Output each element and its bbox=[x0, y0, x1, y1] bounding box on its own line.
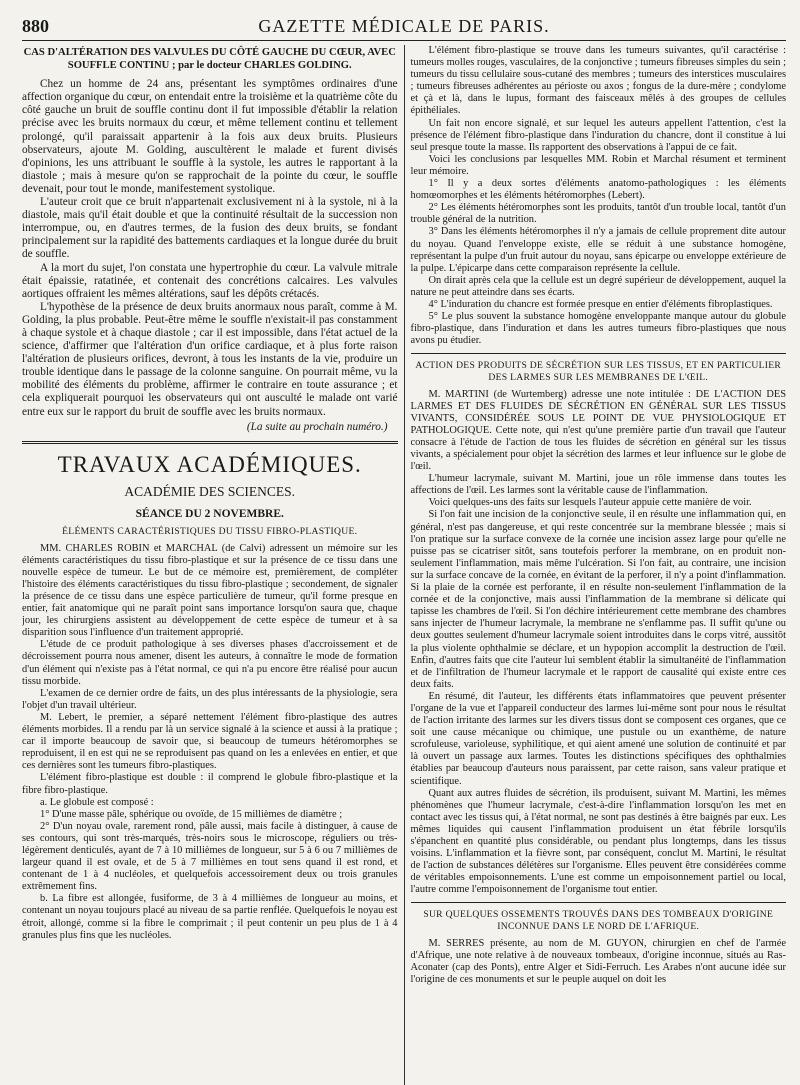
paragraph: L'examen de ce dernier ordre de faits, un des plus intéressants de la physiologie, sera l'objet d'un travail ultérieur. bbox=[22, 687, 398, 711]
paragraph: b. La fibre est allongée, fusiforme, de 3 à 4 millièmes de longueur au moins, et contenant un noyau toujours placé au niveau de sa partie renflée. Quelquefois le noyau est étroit, allongé, comme si la fibre le comprimait ; il peut contenir un peu plus de 1 à 4 granules plus fins que les nucléoles. bbox=[22, 893, 398, 941]
paragraph: M. Lebert, le premier, a séparé nettement l'élément fibro-plastique des autres éléments morbides. Il a rendu par là un service signalé à la science et aussi à la pratique ; car il importe beaucoup de savoir que, si beaucoup de tumeurs hétéromorphes se reproduisent, il en est qui ne se reproduisent pas quand on les a enlevées en entier, et que ces dernières sont les tumeurs fibro-plastiques. bbox=[22, 711, 398, 772]
paragraph: MM. CHARLES ROBIN et MARCHAL (de Calvi) adressent un mémoire sur les éléments caractéristiques du tissu fibro-plastique et sur la présence de ce tissu dans une nouvelle espèce de tumeur. Le but de ce mémoire est, premièrement, de compléter l'histoire des éléments caractéristiques du tissu fibro-plastique ; secondement, de signaler la présence de ce tissu dans une espèce particulière de tumeur, qu'il forme presque en entier, fait anatomique qui ne paraît point sans importance lorsqu'on saura que, chaque jour, les chirurgiens assistent au développement de cette espèce de tumeur et à sa disparition sous l'influence d'un traitement approprié. bbox=[22, 542, 398, 639]
section-divider bbox=[411, 902, 787, 903]
paragraph: 1° Il y a deux sortes d'éléments anatomo-pathologiques : les éléments homœomorphes et les éléments hétéromorphes (Lebert). bbox=[410, 178, 786, 202]
paragraph: L'humeur lacrymale, suivant M. Martini, joue un rôle immense dans toutes les affections de l'œil. Les larmes sont la véritable cause de l'inflammation. bbox=[410, 473, 786, 497]
section-heading: TRAVAUX ACADÉMIQUES. bbox=[57, 451, 362, 477]
page-header bbox=[22, 16, 786, 41]
section-divider bbox=[411, 353, 787, 354]
paragraph: L'élément fibro-plastique est double : il comprend le globule fibro-plastique et la fibre fibro-plastique. bbox=[22, 772, 398, 796]
right-column bbox=[404, 45, 787, 1085]
paragraph: L'auteur croit que ce bruit n'appartenait exclusivement ni à la systole, ni à la diastole, mais qu'il était double et que la continuité résultait de la succession non interrompue, ou, en d'autres termes, de la fusion des deux bruits, se fondant principalement sur la rapidité des battements cardiaques et la longue durée du bruit de souffle. bbox=[22, 196, 398, 261]
session-date: SÉANCE DU 2 NOVEMBRE. bbox=[135, 507, 284, 520]
journal-title: GAZETTE MÉDICALE DE PARIS. bbox=[258, 16, 550, 36]
paragraph: M. SERRES présente, au nom de M. GUYON, chirurgien en chef de l'armée d'Afrique, une note relative à de nouveaux tombeaux, d'origine inconnue, situés au Ras-Aconater (cap des Ponts), entre Alger et Sidi-Ferruch. Les Arabes n'ont aucune idée sur l'origine de ces monuments et sur le peuple auquel on doit les bbox=[410, 937, 786, 985]
paragraph: A la mort du sujet, l'on constata une hypertrophie du cœur. La valvule mitrale était épaissie, ratatinée, et contenait des concrétions calcaires. Les valvules aortiques offraient les mêmes altérations, sauf les dépôts crétacés. bbox=[22, 261, 398, 300]
paragraph: Voici quelques-uns des faits sur lesquels l'auteur appuie cette manière de voir. bbox=[428, 497, 752, 509]
academy-body bbox=[22, 543, 398, 942]
paragraph: Un fait non encore signalé, et sur lequel les auteurs appellent l'attention, c'est la présence de l'élément fibro-plastique dans l'induration du chancre, dont il constitue à lui seul presque toute la masse. Ils rapportent des observations à l'appui de ce fait. bbox=[410, 117, 786, 153]
paragraph: L'étude de ce produit pathologique à ses diverses phases d'accroissement et de décroissement pourra nous amener, disent les auteurs, à connaître le mode de formation d'un élément qui n'existe pas à l'état normal, ce qui n'a pu encore être réalisé pour aucun tissu morbide. bbox=[22, 639, 398, 687]
text-columns bbox=[22, 45, 786, 1085]
bones-section-body bbox=[411, 938, 787, 986]
paragraph: Si l'on fait une incision de la conjonctive seule, il en résulte une inflammation qui, en général, n'est pas dangereuse, et qui reste concentrée sur la membrane blessée ; mais si l'on pratique sur la surface convexe de la cornée une incision assez large pour qu'elle ne puisse pas se cicatriser sitôt, sans toutefois perforer la membrane, on en produit non-seulement l'inflammation, mais même l'ulcération. Si l'on fait, au contraire, une incision sur la surface concave de la cornée, en évitant de la perforer, il n'y a point d'inflammation. Si la plaie de la cornée est perforante, il en résulte non-seulement l'inflammation de la cornée et de la conjonctive, mais aussi l'inflammation de la membrane si délicate qui tapisse les chambres de l'œil. Si l'on déchire intérieurement cette membrane des chambres sans injecter de l'humeur lacrymale, la membrane ne s'enflamme pas. Il suffit qu'une ou deux gouttes seulement d'humeur lacrymale soient introduites dans le corps vitré, aussitôt la plus violente ophthalmie se déclare, et un hypopion accomplit la destruction de l'œil. Enfin, d'autres faits que cite l'auteur lui semblent établir la simultanéité de l'inflammation et de l'infiltration de l'humeur lacrymale et le rapport de causalité qui existe entre ces deux faits. bbox=[410, 509, 786, 690]
article-title: CAS D'ALTÉRATION DES VALVULES DU CÔTÉ GAUCHE DU CŒUR, AVEC SOUFFLE CONTINU ; par le docteur CHARLES GOLDING. bbox=[23, 47, 396, 71]
fibroplastic-continued bbox=[411, 45, 787, 347]
section-divider bbox=[22, 441, 398, 444]
paragraph: a. Le globule est composé : bbox=[40, 796, 154, 808]
paragraph: On dirait après cela que la cellule est un degré supérieur de développement, auquel la nature ne peut atteindre dans ses écarts. bbox=[410, 274, 786, 298]
continuation-note: (La suite au prochain numéro.) bbox=[246, 420, 388, 433]
paragraph: En résumé, dit l'auteur, les différents états inflammatoires que peuvent présenter l'organe de la vue et l'appareil conducteur des larmes lui-même sont pour nous le résultat de l'action irritante des larmes sur les divers tissus dont se composent ces organes, que ce soit une cause mécanique ou chimique, une pustule ou un exanthème, de nature scrofuleuse, varioleuse, syphilitique, et qui aient amené une solution de continuité et par là ouvert un passage aux larmes. Toutes les distinctions spécifiques des ophthalmies établies par beaucoup d'auteurs nous paraissent, par cette raison, sans valeur pratique et scientifique. bbox=[410, 690, 786, 787]
academy-heading: ACADÉMIE DES SCIENCES. bbox=[124, 483, 296, 499]
page-number: 880 bbox=[22, 16, 49, 36]
paragraph: 2° D'un noyau ovale, rarement rond, pâle aussi, mais facile à distinguer, à cause de ses contours, qui sont très-marqués, très-noirs sous le microscope, réguliers ou très-légèrement denticulés, ayant de 7 à 10 millièmes de longueur, sur 5 à 6 ou 7 millièmes de largeur quand il est ovale, et de 5 à 7 millièmes en tout sens quand il est rond, et contenant de 1 à 4 nucléoles, et quelquefois accessoirement deux ou trois granules extrêmement fins. bbox=[22, 820, 398, 893]
subheading: ÉLÉMENTS CARACTÉRISTIQUES DU TISSU FIBRO-PLASTIQUE. bbox=[62, 525, 358, 537]
paragraph: Voici les conclusions par lesquelles MM. Robin et Marchal résument et terminent leur mémoire. bbox=[410, 153, 786, 177]
paragraph: M. MARTINI (de Wurtemberg) adresse une note intitulée : DE L'ACTION DES LARMES ET DES FLUIDES DE SÉCRÉTION EN GÉNÉRAL SUR LES TISSUS VIVANTS, CONSIDÉRÉE SOUS LE POINT DE VUE PHYSIOLOGIQUE ET PATHOLOGIQUE. Cette note, qui n'est qu'une première partie d'un travail que l'auteur consacre à l'étude de l'action de tous les fluides de sécrétion en général sur les tissus vivants, a spécialement pour objet la sécrétion des larmes et leur influence sur le globe de l'œil. bbox=[410, 388, 786, 473]
paragraph: 5° Le plus souvent la substance homogène enveloppante manque autour du globule fibro-plastique, dans l'induration et dans les autres tumeurs fibro-plastiques que nous avons pu étudier. bbox=[410, 311, 786, 347]
paragraph: Chez un homme de 24 ans, présentant les symptômes ordinaires d'une affection organique du cœur, on entendait entre la troisième et la quatrième côte du côté gauche un bruit de souffle continu dont il fut impossible d'établir la relation précise avec les bruits normaux du cœur, et même tellement continu et tellement prolongé, qu'il paraissait appartenir à la fois aux deux bruits. Plusieurs observateurs, ajoute M. Golding, auscultèrent le malade et furent divisés d'opinions, les uns attribuant le souffle à la systole, les autres le rapportant à la diastole ; mais à mesure qu'on se rapprochait de la pointe du cœur, le souffle devenait, pour tout le monde, manifestement systolique. bbox=[22, 78, 398, 195]
section-title-tears: ACTION DES PRODUITS DE SÉCRÉTION SUR LES TISSUS, ET EN PARTICULIER DES LARMES SUR LES MEMBRANES DE L'ŒIL. bbox=[415, 360, 782, 383]
paragraph: L'élément fibro-plastique se trouve dans les tumeurs suivantes, qu'il caractérise : tumeurs molles rouges, vasculaires, de la conjonctive ; tumeurs fibreuses simples du sein ; tumeurs du tissu cellulaire sous-cutané des membres ; tumeurs des interstices musculaires ; tumeurs fibreuses adhérentes au périoste ou axos ; fongus de la dure-mère ; condylome et çà et là, dans le lupus, formant des faisceaux mêlés à des groupes de cellules épithéliales. bbox=[410, 45, 786, 117]
paragraph: 2° Les éléments hétéromorphes sont les produits, tantôt d'un trouble local, tantôt d'un trouble général de la nutrition. bbox=[410, 202, 786, 226]
paragraph: 1° D'une masse pâle, sphérique ou ovoïde, de 15 millièmes de diamètre ; bbox=[40, 808, 343, 820]
section-title-bones: SUR QUELQUES OSSEMENTS TROUVÉS DANS DES TOMBEAUX D'ORIGINE INCONNUE DANS LE NORD DE L'AFRIQUE. bbox=[423, 909, 774, 933]
paragraph: 4° L'induration du chancre est formée presque en entier d'éléments fibroplastiques. bbox=[428, 298, 773, 310]
article-body bbox=[22, 78, 398, 418]
tears-section-body bbox=[411, 389, 787, 897]
paragraph: 3° Dans les éléments hétéromorphes il n'y a jamais de cellule proprement dite autour du noyau. Quand l'enveloppe existe, elle se réduit à une substance homogène, représentant la pulpe d'un fruit autour du noyau, sans épicarpe ou enveloppe extérieure de la pulpe. L'épicarpe dans cette comparaison représente la cellule. bbox=[410, 226, 786, 274]
paragraph: Quant aux autres fluides de sécrétion, ils produisent, suivant M. Martini, les mêmes phénomènes que l'humeur lacrymale, c'est-à-dire l'inflammation lorsqu'on les met en contact avec les tissus qui, à l'état normal, ne sont pas destinés à être baignés par eux. Les mêmes liquides qui causent l'inflammation produisent un état fébrile lorsqu'ils s'épanchent en quantité plus considérable, ou pendant plus longtemps, dans les tissus voisins. L'inflammation et la fièvre sont, par conséquent, conclut M. Martini, le résultat de l'action de substances délétères sur l'organisme. Elles peuvent être considérées comme de véritables empoisonnements. L'une est comme un empoisonnement partiel ou local, l'autre comme l'empoisonnement de l'organisme tout entier. bbox=[410, 787, 786, 896]
left-column bbox=[22, 45, 404, 1085]
paragraph: L'hypothèse de la présence de deux bruits anormaux nous paraît, comme à M. Golding, la plus probable. Peut-être même le souffle n'existait-il pas constamment à chaque systole et à chaque diastole ; car il est impossible, dans l'état actuel de la science, d'affirmer que l'altération d'un orifice cardiaque, et à plus forte raison l'altération de plusieurs orifices, devront, à tous les instants de la vie, produire un trouble identique dans le passage de la colonne sanguine. On pourrait même, vu la mobilité des éléments du problème, affirmer le contraire en toute assurance ; et cela expliquerait pourquoi les observateurs qui ont ausculté le malade ont varié entre eux sur le rapport du bruit de souffle avec les bruits normaux. bbox=[22, 300, 398, 418]
